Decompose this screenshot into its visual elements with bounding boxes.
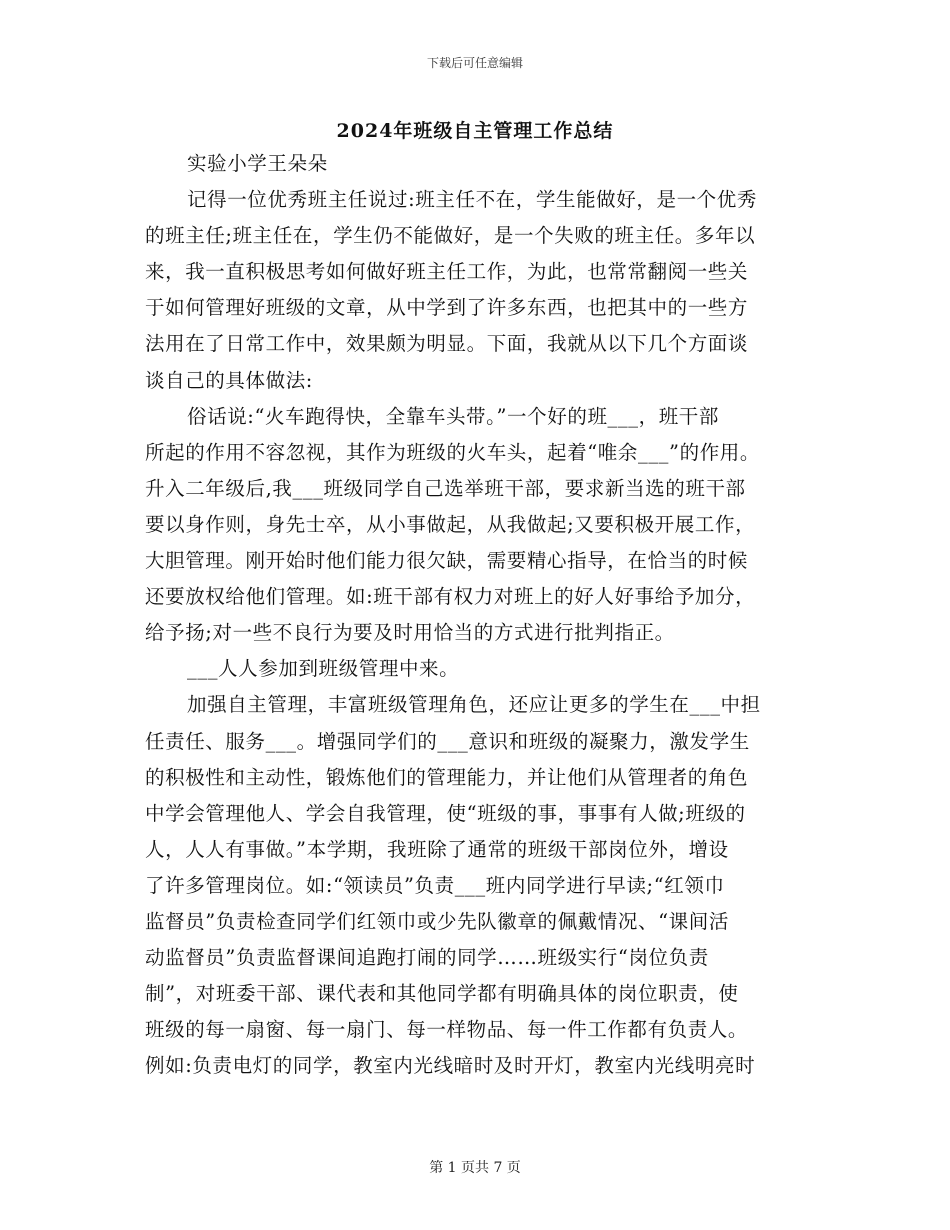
- body-line: 要以身作则，身先士卒，从小事做起，从我做起;又要积极开展工作，: [145, 512, 756, 536]
- body-line: 记得一位优秀班主任说过:班主任不在，学生能做好，是一个优秀: [187, 188, 757, 212]
- body-line: 监督员”负责检查同学们红领巾或少先队徽章的佩戴情况、“课间活: [145, 909, 729, 933]
- body-line: 还要放权给他们管理。如:班干部有权力对班上的好人好事给予加分，: [145, 585, 756, 609]
- body-line: 任责任、服务___。增强同学们的___意识和班级的凝聚力，激发学生: [145, 729, 750, 753]
- body-line: 升入二年级后,我___班级同学自己选举班干部，要求新当选的班干部: [145, 476, 746, 500]
- page-footer: 第 1 页共 7 页: [429, 1160, 521, 1176]
- body-line: 俗话说:“火车跑得快，全靠车头带。”一个好的班___，班干部: [187, 404, 720, 428]
- body-line: 于如何管理好班级的文章，从中学到了许多东西，也把其中的一些方: [145, 296, 749, 320]
- body-line: 的班主任;班主任在，学生仍不能做好，是一个失败的班主任。多年以: [145, 224, 756, 248]
- body-line: 加强自主管理，丰富班级管理角色，还应让更多的学生在___中担: [187, 693, 761, 717]
- body-line: 所起的作用不容忽视，其作为班级的火车头，起着“唯余___”的作用。: [145, 440, 760, 464]
- body-line: 了许多管理岗位。如:“领读员”负责___班内同学进行早读;“红领巾: [145, 873, 725, 897]
- document-body: [145, 146, 815, 1084]
- body-line: 中学会管理他人、学会自我管理，使“班级的事，事事有人做;班级的: [145, 801, 746, 825]
- body-line: 实验小学王朵朵: [187, 152, 328, 175]
- body-line: 法用在了日常工作中，效果颇为明显。下面，我就从以下几个方面谈: [145, 332, 749, 356]
- body-line: 来，我一直积极思考如何做好班主任工作，为此，也常常翻阅一些关: [145, 260, 749, 284]
- body-line: ___人人参加到班级管理中来。: [187, 657, 460, 681]
- header-note: 下载后可任意编辑: [426, 56, 523, 70]
- body-line: 的积极性和主动性，锻炼他们的管理能力，并让他们从管理者的角色: [145, 765, 749, 789]
- body-line: 动监督员”负责监督课间追跑打闹的同学……班级实行“岗位负责: [145, 946, 709, 970]
- body-line: 大胆管理。刚开始时他们能力很欠缺，需要精心指导，在恰当的时候: [145, 549, 749, 573]
- body-line: 制”，对班委干部、课代表和其他同学都有明确具体的岗位职责，使: [145, 982, 739, 1006]
- body-line: 班级的每一扇窗、每一扇门、每一样物品、每一件工作都有负责人。: [145, 1018, 749, 1042]
- document-title: 2024年班级自主管理工作总结: [336, 120, 614, 142]
- body-line: 人，人人有事做。”本学期，我班除了通常的班级干部岗位外，增设: [145, 837, 729, 861]
- body-line: 谈自己的具体做法:: [145, 368, 313, 392]
- body-line: 例如:负责电灯的同学，教室内光线暗时及时开灯，教室内光线明亮时: [145, 1054, 756, 1078]
- body-line: 给予扬;对一些不良行为要及时用恰当的方式进行批判指正。: [145, 621, 675, 645]
